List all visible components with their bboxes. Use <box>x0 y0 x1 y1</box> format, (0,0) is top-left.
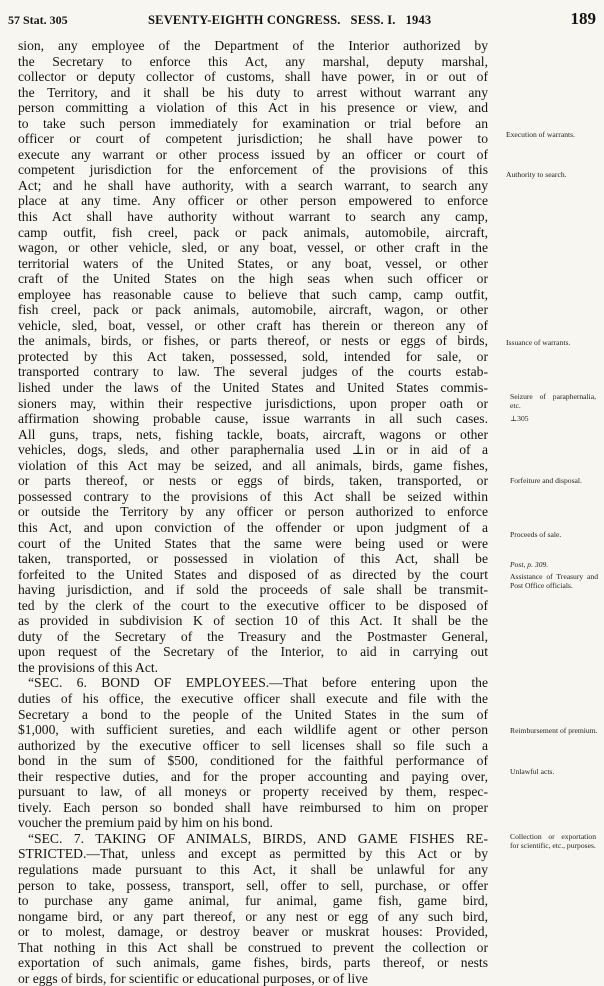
body-line: Act; and he shall have authority, with a search warrant, to search any <box>18 177 488 193</box>
body-line: competent jurisdiction for the enforcement of the provisions of this <box>18 162 488 178</box>
body-line: exportation of such animals, game fishes, birds, parts thereof, or nests <box>18 955 488 971</box>
body-line: their respective duties, and for the proper accounting and paying over, <box>18 768 488 784</box>
body-line: violation of this Act may be seized, and all animals, birds, game fishes, <box>18 457 488 473</box>
body-line: vehicle, sled, boat, vessel, or other craft has therein or thereon any of <box>18 317 488 333</box>
body-line: to purchase any game animal, fur animal, game fish, game bird, <box>18 893 488 909</box>
body-line: sion, any employee of the Department of the Interior authorized by <box>18 38 488 53</box>
body-line: $1,000, with sufficient sureties, and each wildlife agent or other person <box>18 722 488 738</box>
body-line: protected by this Act taken, possessed, sold, intended for sale, or <box>18 348 488 364</box>
body-line: employee has reasonable cause to believe that such camp, camp outfit, <box>18 286 488 302</box>
body-line: duty of the Secretary of the Treasury and the Postmaster General, <box>18 628 488 644</box>
body-line: the animals, birds, or fishes, or parts thereof, or nests or eggs of birds, <box>18 333 488 349</box>
body-line: STRICTED.—That, unless and except as permitted by this Act or by <box>18 846 488 862</box>
margin-note-page-marker: ⊥305 <box>510 414 529 423</box>
body-line: officer or court of competent jurisdiction; he shall have power to <box>18 131 488 147</box>
page-number: 189 <box>570 9 596 28</box>
body-line: transported contrary to law. The several judges of the courts estab- <box>18 364 488 380</box>
body-line: All guns, traps, nets, fishing tackle, boats, aircraft, wagons or other <box>18 426 488 442</box>
body-line: as provided in subdivision K of section 10 of this Act. It shall be the <box>18 613 488 629</box>
margin-note-seizure-of-paraphernalia: Seizure of paraphernalia, etc. <box>510 392 596 410</box>
body-line: voucher the premium paid by him on his bond. <box>18 815 273 831</box>
body-line: possessed contrary to the provisions of this Act shall be seized within <box>18 488 488 504</box>
body-line: fish creel, pack or pack animals, automobile, aircraft, wagon, or other <box>18 302 488 318</box>
body-line: vehicles, dogs, sleds, and other paraphernalia used ⊥in or in aid of a <box>18 442 488 458</box>
body-line: collector or deputy collector of customs, shall have power, in or out of <box>18 69 488 85</box>
body-line: forfeited to the United States and disposed of as directed by the court <box>18 566 488 582</box>
body-line: wagon, or other vehicle, sled, or any boat, vessel, or other craft in the <box>18 240 488 256</box>
margin-note-collection-or-exportation: Collection or exportation for scientific, etc., purposes. <box>510 832 596 850</box>
body-line: or outside the Territory by any officer or person authorized to enforce <box>18 504 488 520</box>
body-line: pursuant to law, of all moneys or property received by them, respec- <box>18 784 488 800</box>
body-line: tively. Each person so bonded shall have reimbursed to him on proper <box>18 799 488 815</box>
body-line: Secretary a bond to the people of the United States in the sum of <box>18 706 488 722</box>
margin-note-unlawful-acts: Unlawful acts. <box>510 767 555 776</box>
body-line: sioners may, within their respective jurisdictions, upon proper oath or <box>18 395 488 411</box>
body-line: regulations made pursuant to this Act, it shall be unlawful for any <box>18 861 488 877</box>
body-line: That nothing in this Act shall be construed to prevent the collection or <box>18 939 488 955</box>
body-line: duties of his office, the executive officer shall execute and file with the <box>18 690 488 706</box>
body-line: “SEC. 6. BOND OF EMPLOYEES.—That before entering upon the <box>28 675 488 691</box>
body-line: bond in the sum of $500, conditioned for the faithful performance of <box>18 753 488 769</box>
body-line: territorial waters of the United States, or any boat, vessel, or other <box>18 255 488 271</box>
body-line: authorized by the executive officer to sell licenses shall so file such a <box>18 737 488 753</box>
body-line: or parts thereof, or nests or eggs of birds, taken, transported, or <box>18 473 488 489</box>
running-title: SEVENTY-EIGHTH CONGRESS. SESS. I. 1943 <box>148 13 432 27</box>
body-line: this Act, and upon conviction of the offender or upon judgment of a <box>18 519 488 535</box>
body-line: execute any warrant or other process issued by an officer or court of <box>18 146 488 162</box>
body-line: the Secretary to enforce this Act, any marshal, deputy marshal, <box>18 53 488 69</box>
statute-body-text <box>18 38 488 986</box>
page-header <box>8 6 598 30</box>
margin-note-assistance-of-officials: Assistance of Treasury and Post Office officials. <box>510 572 598 590</box>
margin-note-execution-of-warrants: Execution of warrants. <box>506 130 575 139</box>
body-line: upon request of the Secretary of the Interior, to aid in carrying out <box>18 644 488 660</box>
body-line: person to take, possess, transport, sell, offer to sell, purchase, or offer <box>18 877 488 893</box>
body-line: this Act shall have authority without warrant to search any camp, <box>18 209 488 225</box>
body-line: having jurisdiction, and if sold the proceeds of sale shall be transmit- <box>18 582 488 598</box>
margin-note-reimbursement-of-premium: Reimbursement of premium. <box>510 726 598 735</box>
body-line: ted by the clerk of the court to the executive officer to be disposed of <box>18 597 488 613</box>
body-line: taken, transported, or possessed in violation of this Act, shall be <box>18 551 488 567</box>
margin-note-issuance-of-warrants: Issuance of warrants. <box>506 338 571 347</box>
body-line: camp outfit, fish creel, pack or pack animals, automobile, aircraft, <box>18 224 488 240</box>
margin-note-proceeds-of-sale: Proceeds of sale. <box>510 530 562 539</box>
body-line: lished under the laws of the United States and United States commis- <box>18 380 488 396</box>
body-line: affirmation showing probable cause, issue warrants in all such cases. <box>18 411 488 427</box>
body-line: court of the United States that the same were being used or were <box>18 535 488 551</box>
margin-note-forfeiture-and-disposal: Forfeiture and disposal. <box>510 476 582 485</box>
body-line: place at any time. Any officer or other person empowered to enforce <box>18 193 488 209</box>
statute-citation: 57 Stat. 305 <box>8 13 68 27</box>
body-line: craft of the United States on the high seas when such officer or <box>18 271 488 287</box>
body-line: person committing a violation of this Act in his presence or view, and <box>18 100 488 116</box>
margin-note-authority-to-search: Authority to search. <box>506 170 567 179</box>
body-line: the Territory, and it shall be his duty to arrest without warrant any <box>18 84 488 100</box>
body-line: or to molest, damage, or destroy beaver or muskrat houses: Provided, <box>18 924 488 940</box>
body-line: to take such person immediately for examination or trial before an <box>18 115 488 131</box>
body-line: nongame bird, or any part thereof, or any nest or egg of any such bird, <box>18 908 488 924</box>
body-line: the provisions of this Act. <box>18 659 159 675</box>
body-line: or eggs of birds, for scientific or educational purposes, or of live <box>18 970 368 986</box>
margin-note-post-reference: Post, p. 309. <box>510 560 549 569</box>
body-line: “SEC. 7. TAKING OF ANIMALS, BIRDS, AND GAME FISHES RE- <box>28 830 488 846</box>
